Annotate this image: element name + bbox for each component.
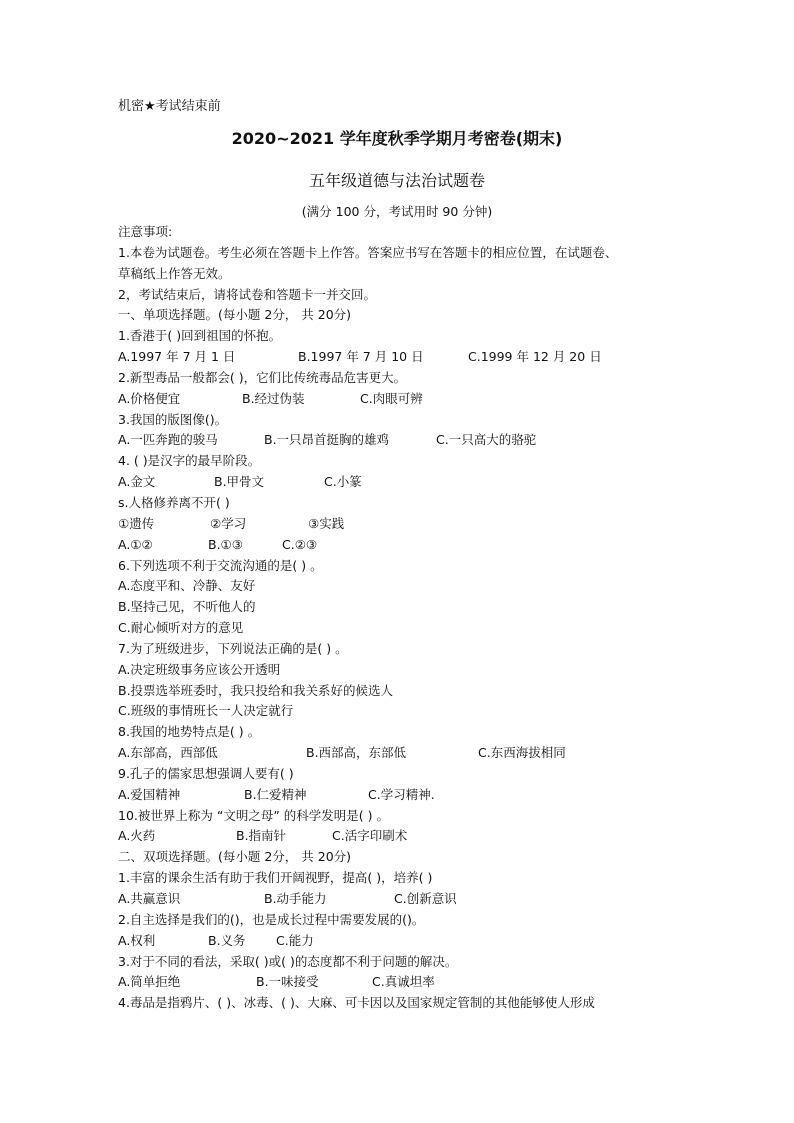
question-options [118,785,688,806]
option: A.共赢意识 [118,891,181,906]
question-options [118,535,688,556]
option: B.一味接受 [256,974,319,990]
question-options [118,472,688,493]
option: B.仁爱精神 [244,786,307,802]
option: A.爱国精神 [118,786,181,802]
exam-subtitle: 五年级道德与法治试题卷 [308,171,485,190]
option: C.一只高大的骆驼 [436,432,537,448]
option: A.金文 [118,474,156,490]
notes-heading: 注意事项: [118,224,173,239]
question-sub-items [118,514,688,535]
question-stem: 1.丰富的课余生活有助于我们开阔视野，提高( )，培养( ) [118,870,433,886]
option: A.①② [118,536,153,552]
question-stem: 6.下列选项不利于交流沟通的是( ) 。 [118,557,323,573]
option: B.1997 年 7 月 10 日 [298,349,424,365]
option: B.义务 [208,932,246,948]
option: A.价格便宜 [118,390,181,406]
question-stem: 10.被世界上称为 “文明之母” 的科学发明是( ) 。 [118,807,389,823]
question-options [118,743,688,764]
option: C.②③ [282,536,318,552]
option: C.小篆 [324,474,362,490]
note-item-2: 2，考试结束后，请将试卷和答题卡一并交回。 [118,286,376,302]
question-stem: 3.对于不同的看法，采取( )或( )的态度都不利于问题的解决。 [118,953,458,969]
option: A.东部高，西部低 [118,745,218,761]
question-stem: 2.自主选择是我们的()，也是成长过程中需要发展的()。 [118,911,425,927]
question-stem: 4.毒品是指鸦片、( )、冰毒、( )、大麻、可卡因以及国家规定管制的其他能够使人形成 [118,995,595,1011]
question-stem: s.人格修养离不开( ) [118,494,230,510]
sub-item: ③实践 [308,515,345,531]
option: B.坚持己见，不听他人的 [118,599,256,615]
question-options [118,972,688,993]
option: C.真诚坦率 [372,974,435,990]
option: C.创新意识 [394,891,457,906]
option: B.经过伪装 [242,390,305,406]
option: C.耐心倾听对方的意见 [118,620,244,636]
option: C.能力 [276,932,314,948]
section2-heading: 二、双项选择题。(每小题 2分， 共 20分) [118,849,352,865]
exam-title: 2020~2021 学年度秋季学期月考密卷(期末) [231,129,563,148]
question-stem: 7.为了班级进步，下列说法正确的是( ) 。 [118,640,348,656]
score-time-note: (满分 100 分，考试用时 90 分钟) [301,204,493,219]
option: B.投票选举班委时，我只投给和我关系好的候选人 [118,682,394,698]
confidential-note: 机密★考试结束前 [118,99,221,114]
question-stem: 2.新型毒品一般都会( )，它们比传统毒品危害更大。 [118,369,407,385]
option: C.肉眼可辨 [360,390,423,406]
note-item-1-cont: 草稿纸上作答无效。 [118,265,231,281]
option: B.一只昂首挺胸的雄鸡 [264,432,390,448]
option: C.班级的事情班长一人决定就行 [118,703,294,719]
question-options [118,347,688,368]
question-options [118,430,688,451]
option: A.一匹奔跑的骏马 [118,432,218,448]
option: C.学习精神. [368,786,435,802]
option: A.1997 年 7 月 1 日 [118,349,236,365]
option: A.火药 [118,828,156,844]
option: C.活字印刷术 [332,828,408,844]
question-stem: 9.孔子的儒家思想强调人要有( ) [118,765,294,781]
question-options [118,931,688,952]
question-options [118,389,688,410]
option: C.东西海拔相同 [478,745,566,761]
option: B.西部高，东部低 [306,745,407,761]
question-stem: 3.我国的版图像()。 [118,411,228,427]
option: B.甲骨文 [214,474,265,490]
question-options [118,826,688,847]
option: A.简单拒绝 [118,974,181,990]
option: A.决定班级事务应该公开透明 [118,661,281,677]
option: C.1999 年 12 月 20 日 [468,349,602,365]
sub-item: ①遗传 [118,515,155,531]
question-stem: 8.我国的地势特点是( ) 。 [118,724,261,740]
question-stem: 4. ( )是汉字的最早阶段。 [118,453,261,469]
sub-item: ②学习 [210,515,247,531]
exam-content [118,222,688,1014]
question-stem: 1.香港于( )回到祖国的怀抱。 [118,328,282,344]
section1-heading: 一、单项选择题。(每小题 2分， 共 20分) [118,307,352,323]
note-item-1: 1.本卷为试题卷。考生必须在答题卡上作答。答案应书写在答题卡的相应位置，在试题卷、 [118,244,618,260]
option: B.指南针 [236,828,287,844]
option: B.①③ [208,536,243,552]
option: A.态度平和、冷静、友好 [118,578,256,594]
option: B.动手能力 [264,891,327,906]
option: A.权利 [118,932,156,948]
question-options [118,889,688,910]
